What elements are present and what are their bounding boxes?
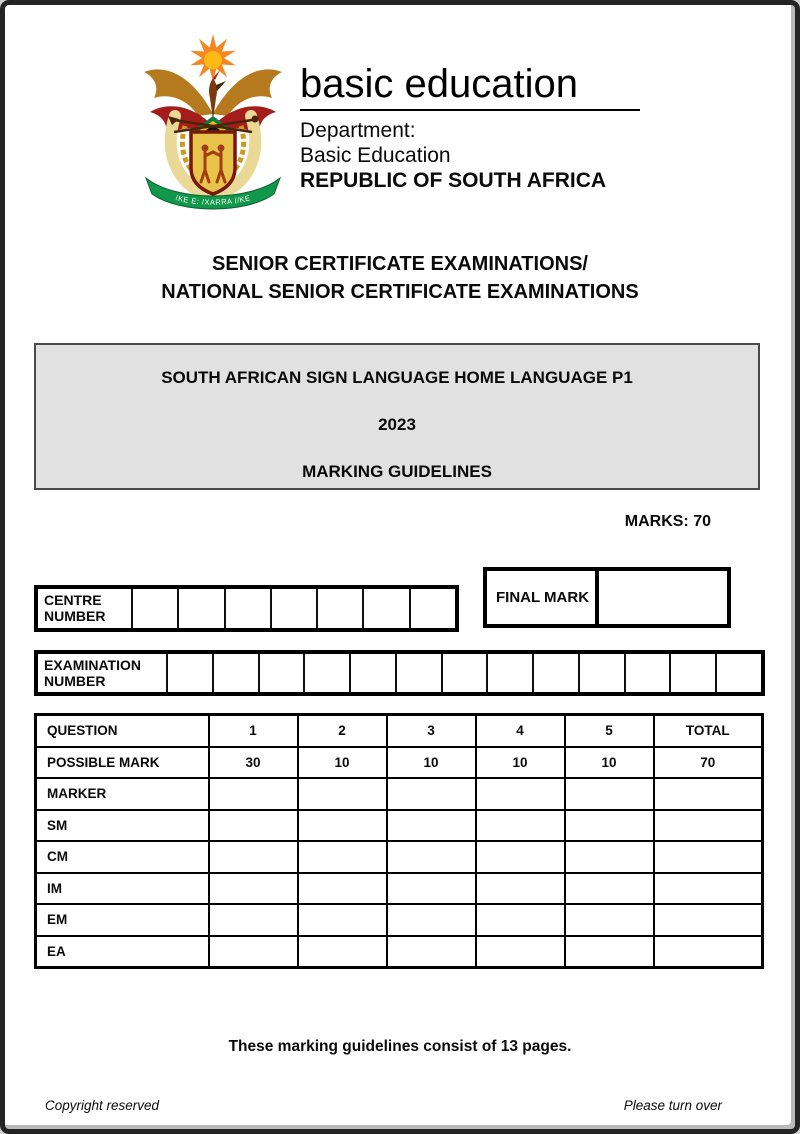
table-value-cell: 3 — [387, 715, 476, 747]
table-row-label: CM — [36, 841, 209, 873]
fill-in-cell — [409, 589, 455, 628]
table-row-label: IM — [36, 873, 209, 905]
fill-in-cell — [578, 654, 624, 692]
table-empty-cell — [654, 936, 763, 968]
table-value-cell: 1 — [209, 715, 298, 747]
table-empty-cell — [387, 841, 476, 873]
table-empty-cell — [298, 936, 387, 968]
fill-in-cell — [177, 589, 223, 628]
fill-in-cell — [224, 589, 270, 628]
table-empty-cell — [209, 841, 298, 873]
table-empty-cell — [654, 904, 763, 936]
table-value-cell: 10 — [387, 747, 476, 779]
table-empty-cell — [654, 873, 763, 905]
table-empty-cell — [209, 778, 298, 810]
table-value-cell: 10 — [298, 747, 387, 779]
turn-over-note: Please turn over — [623, 1098, 722, 1113]
examination-number-label: EXAMINATION NUMBER — [38, 654, 168, 692]
table-empty-cell — [654, 810, 763, 842]
examination-number-box — [34, 650, 765, 696]
table-empty-cell — [298, 904, 387, 936]
table-row-label: EA — [36, 936, 209, 968]
sun-icon — [190, 34, 236, 82]
table-empty-cell — [476, 841, 565, 873]
table-row — [36, 810, 763, 842]
table-empty-cell — [654, 841, 763, 873]
table-row-label: POSSIBLE MARK — [36, 747, 209, 779]
examination-number-cells — [168, 654, 761, 692]
fill-in-cell — [258, 654, 304, 692]
page-footer — [45, 1098, 722, 1113]
fill-in-cell — [669, 654, 715, 692]
centre-number-label: CENTRE NUMBER — [38, 589, 133, 628]
fill-in-cell — [316, 589, 362, 628]
exam-heading-line2: NATIONAL SENIOR CERTIFICATE EXAMINATIONS — [161, 281, 639, 303]
table-empty-cell — [565, 841, 654, 873]
table-value-cell: 70 — [654, 747, 763, 779]
table-empty-cell — [209, 936, 298, 968]
shield-icon — [191, 132, 235, 194]
table-empty-cell — [387, 873, 476, 905]
copyright-note: Copyright reserved — [45, 1098, 160, 1113]
fill-in-cell — [270, 589, 316, 628]
table-row — [36, 936, 763, 968]
fill-in-cell — [349, 654, 395, 692]
final-mark-box — [483, 567, 731, 628]
table-row — [36, 904, 763, 936]
fill-in-cell — [624, 654, 670, 692]
fill-in-cell — [212, 654, 258, 692]
table-empty-cell — [298, 778, 387, 810]
table-row-label: MARKER — [36, 778, 209, 810]
exam-heading — [5, 250, 795, 306]
table-value-cell: 10 — [476, 747, 565, 779]
table-row-label: QUESTION — [36, 715, 209, 747]
table-empty-cell — [476, 873, 565, 905]
table-empty-cell — [298, 841, 387, 873]
table-empty-cell — [387, 936, 476, 968]
table-row — [36, 747, 763, 779]
exam-year: 2023 — [378, 415, 416, 434]
table-empty-cell — [565, 904, 654, 936]
table-empty-cell — [565, 936, 654, 968]
fill-in-cell — [395, 654, 441, 692]
table-value-cell: 30 — [209, 747, 298, 779]
table-empty-cell — [565, 873, 654, 905]
fill-in-cell — [133, 589, 177, 628]
table-value-cell: 2 — [298, 715, 387, 747]
total-marks-label: MARKS: 70 — [624, 513, 711, 530]
final-mark-value-cell — [599, 571, 727, 624]
table-empty-cell — [209, 810, 298, 842]
coat-of-arms — [128, 32, 298, 210]
question-marks-table — [34, 713, 764, 969]
department-label: Department: — [300, 119, 416, 142]
subject-title: SOUTH AFRICAN SIGN LANGUAGE HOME LANGUAGE P1 — [161, 368, 633, 387]
table-empty-cell — [387, 904, 476, 936]
department-name: Basic Education — [300, 144, 451, 167]
wordmark-underline — [300, 109, 640, 111]
fill-in-cell — [715, 654, 761, 692]
table-value-cell: 4 — [476, 715, 565, 747]
fill-in-cell — [168, 654, 212, 692]
table-empty-cell — [476, 904, 565, 936]
table-row — [36, 715, 763, 747]
table-row-label: EM — [36, 904, 209, 936]
logo-text-block — [300, 61, 640, 193]
fill-in-cell — [362, 589, 408, 628]
fill-in-cell — [486, 654, 532, 692]
exam-heading-line1: SENIOR CERTIFICATE EXAMINATIONS/ — [212, 253, 588, 275]
motto-text: !KE E: /XARRA //KE — [174, 193, 252, 207]
table-value-cell: 10 — [565, 747, 654, 779]
centre-number-box — [34, 585, 459, 632]
fill-in-cell — [441, 654, 487, 692]
table-empty-cell — [654, 778, 763, 810]
table-row — [36, 841, 763, 873]
table-value-cell: TOTAL — [654, 715, 763, 747]
table-empty-cell — [209, 904, 298, 936]
subject-title-box — [34, 343, 760, 490]
table-empty-cell — [298, 810, 387, 842]
final-mark-label: FINAL MARK — [487, 571, 599, 624]
table-empty-cell — [476, 810, 565, 842]
table-value-cell: 5 — [565, 715, 654, 747]
table-empty-cell — [565, 778, 654, 810]
pages-note: These marking guidelines consist of 13 pages. — [228, 1038, 572, 1055]
fill-in-cell — [532, 654, 578, 692]
table-row-label: SM — [36, 810, 209, 842]
table-empty-cell — [209, 873, 298, 905]
table-empty-cell — [387, 810, 476, 842]
centre-number-cells — [133, 589, 455, 628]
table-empty-cell — [387, 778, 476, 810]
table-empty-cell — [476, 778, 565, 810]
table-row — [36, 873, 763, 905]
document-type: MARKING GUIDELINES — [302, 462, 492, 481]
country-name: REPUBLIC OF SOUTH AFRICA — [300, 169, 607, 192]
table-row — [36, 778, 763, 810]
dbe-wordmark: basic education — [300, 62, 578, 106]
table-empty-cell — [476, 936, 565, 968]
table-empty-cell — [565, 810, 654, 842]
table-empty-cell — [298, 873, 387, 905]
fill-in-cell — [303, 654, 349, 692]
